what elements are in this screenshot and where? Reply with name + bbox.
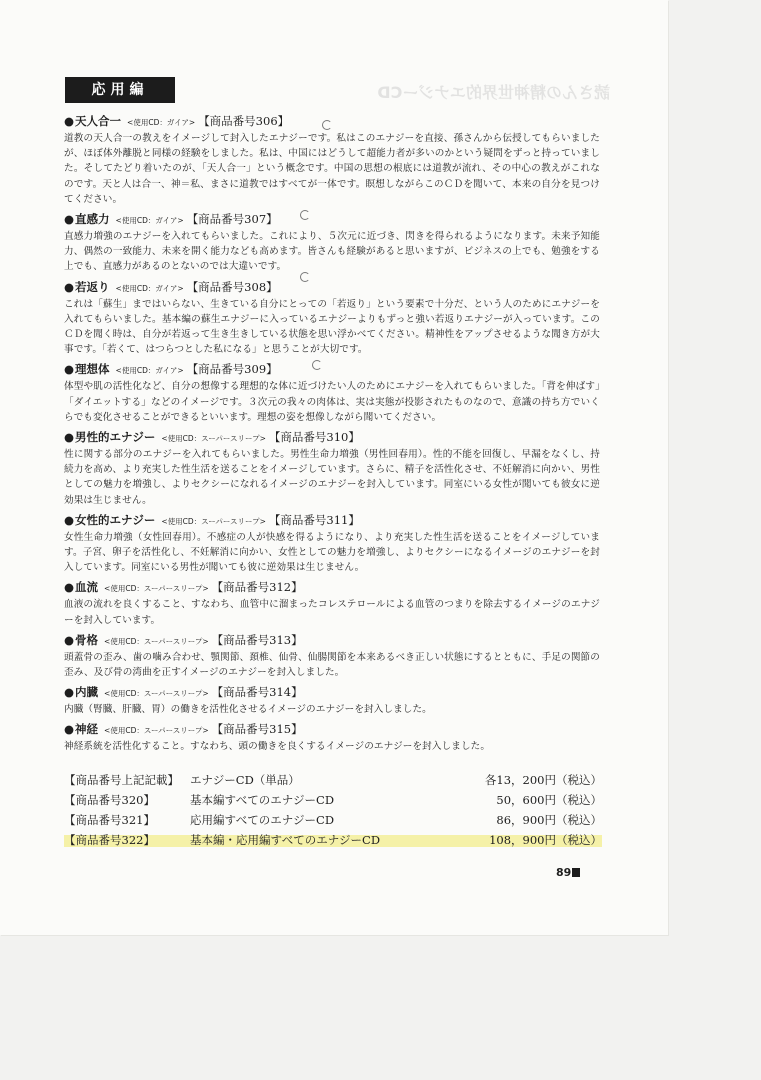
entry-name: 理想体 — [75, 362, 110, 377]
entry-body: 内臓（腎臓、肝臓、胃）の働きを活性化させるイメージのエナジーを封入しました。 — [64, 704, 432, 716]
entry-cd: <使用CD：スーパースリープ> — [104, 726, 209, 736]
entry-name: 直感力 — [75, 212, 110, 227]
entry-cd: <使用CD：スーパースリープ> — [161, 434, 266, 444]
entry-shinkei — [64, 721, 600, 754]
page-number — [556, 866, 580, 879]
price-row-desc: 応用編すべてのエナジーCD — [190, 813, 335, 827]
entry-body: 性に関する部分のエナジーを入れてもらいました。男性生命力増強（男性回春用）。性的不能を回復し、早漏をなくし、持続力を高め、より充実した性生活を送ることをイメージしています。さらに、精子を活性化させ、不妊解消に向かい、男性としての魅力を増強し、よりセクシーになれるイメージのエナジーを封入しています。同室にいる女性が聞いても彼女に逆効果は生じません。 — [64, 449, 600, 506]
page-number-text: 89 — [556, 866, 572, 879]
entry-cd: <使用CD：スーパースリープ> — [104, 636, 209, 646]
entry-josei-energy — [64, 512, 600, 576]
price-row-price: 108，900円（税込） — [445, 830, 602, 850]
entry-chokkanryoku — [64, 211, 600, 275]
bullet-icon: ● — [64, 722, 75, 737]
entry-name: 女性的エナジー — [75, 512, 156, 527]
entry-naizou — [64, 684, 600, 717]
entry-code: 【商品番号307】 — [186, 212, 278, 227]
pen-mark-icon — [300, 210, 310, 220]
square-icon — [572, 868, 580, 877]
pen-mark-icon — [322, 120, 332, 130]
pen-mark-icon — [312, 360, 322, 370]
entry-name: 骨格 — [75, 632, 99, 647]
entry-code: 【商品番号315】 — [211, 722, 303, 737]
entry-cd: <使用CD：スーパースリープ> — [161, 516, 266, 526]
price-row-price: 86，900円（税込） — [496, 813, 602, 827]
entry-heading — [64, 113, 600, 131]
entry-dansei-energy — [64, 429, 600, 508]
entry-body: 体型や肌の活性化など、自分の想像する理想的な体に近づけたい人のためにエナジーを入れてもらいました。「背を伸ばす」「ダイエットする」などのイメージです。３次元の我々の肉体は、実は実態が投影されたものなので、意識の持ち方でいくらでも変化させることができるといいます。理想の姿を想像しながら聞いてください。 — [64, 381, 600, 423]
entry-heading — [64, 361, 600, 379]
entry-name: 若返り — [75, 279, 110, 294]
price-row-desc: 基本編すべてのエナジーCD — [190, 793, 335, 807]
entry-cd: <使用CD：ガイア> — [115, 283, 184, 293]
price-row-highlighted — [64, 830, 602, 850]
show-through-text: 読さんの精神世界的エナジーCD — [377, 83, 610, 102]
entry-name: 神経 — [75, 722, 99, 737]
bullet-icon: ● — [64, 430, 75, 445]
entry-code: 【商品番号310】 — [268, 430, 360, 445]
price-row-code: 【商品番号322】 — [64, 830, 190, 850]
entry-cd: <使用CD：スーパースリープ> — [104, 689, 209, 699]
price-row-desc: 基本編・応用編すべてのエナジーCD — [190, 830, 445, 850]
entry-name: 血流 — [75, 580, 99, 595]
entry-risoutai — [64, 361, 600, 425]
bullet-icon: ● — [64, 279, 75, 294]
entry-code: 【商品番号306】 — [198, 114, 290, 128]
entry-name: 天人合一 — [75, 114, 122, 128]
entry-code: 【商品番号313】 — [211, 632, 303, 647]
bullet-icon: ● — [64, 685, 75, 700]
entry-code: 【商品番号312】 — [211, 580, 303, 595]
entry-code: 【商品番号309】 — [186, 362, 278, 377]
entry-code: 【商品番号314】 — [211, 685, 303, 700]
entry-wakagaeri — [64, 279, 600, 358]
entry-body: 神経系統を活性化すること。すなわち、頭の働きを良くするイメージのエナジーを封入しました。 — [64, 741, 491, 753]
entry-heading — [64, 279, 600, 297]
entry-heading — [64, 512, 600, 530]
price-table — [64, 770, 602, 850]
price-row-code: 【商品番号上記記載】 — [64, 773, 179, 787]
bullet-icon: ● — [64, 580, 75, 595]
entry-body: 血液の流れを良くすること、すなわち、血管中に溜まったコレステロールによる血管のつまりを除去するイメージのエナジーを封入しています。 — [64, 599, 600, 626]
entry-heading — [64, 632, 600, 650]
price-row-code: 【商品番号321】 — [64, 813, 155, 827]
entry-name: 男性的エナジー — [75, 430, 156, 445]
pen-mark-icon — [300, 272, 310, 282]
entry-kokkaku — [64, 632, 600, 680]
entry-cd: <使用CD：ガイア> — [127, 118, 196, 127]
entry-body: 直感力増強のエナジーを入れてもらいました。これにより、５次元に近づき、閃きを得られるようになります。未来予知能力、偶然の一致能力、未来を開く能力なども高めます。皆さんも経験があると思いますが、ビジネスの上でも、勉強をする上でも、直感力があるのとないのでは大違いです。 — [64, 231, 600, 273]
entry-tenjin-goitsu — [64, 113, 600, 207]
entry-heading — [64, 429, 600, 447]
bullet-icon: ● — [64, 362, 75, 377]
price-row-code: 【商品番号320】 — [64, 793, 155, 807]
entry-list — [64, 113, 600, 759]
bullet-icon: ● — [64, 632, 75, 647]
entry-heading — [64, 721, 600, 739]
entry-heading — [64, 579, 600, 597]
bullet-icon: ● — [64, 512, 75, 527]
entry-ketsuryu — [64, 579, 600, 627]
price-row — [64, 770, 602, 790]
price-row-price: 50，600円（税込） — [496, 793, 602, 807]
entry-cd: <使用CD：スーパースリープ> — [104, 584, 209, 594]
entry-name: 内臓 — [75, 685, 99, 700]
price-row-price: 各13，200円（税込） — [484, 773, 602, 787]
entry-cd: <使用CD：ガイア> — [115, 366, 184, 376]
entry-body: 頭蓋骨の歪み、歯の噛み合わせ、顎関節、頚椎、仙骨、仙腸関節を本来あるべき正しい状態にするとともに、手足の関節の歪み、及び骨の湾曲を正すイメージのエナジーを封入しました。 — [64, 651, 600, 679]
entry-heading — [64, 684, 600, 702]
entry-code: 【商品番号308】 — [186, 279, 278, 294]
bullet-icon: ● — [64, 114, 75, 128]
entry-cd: <使用CD：ガイア> — [115, 216, 184, 226]
entry-body: 女性生命力増強（女性回春用）。不感症の人が快感を得るようになり、より充実した性生活を送ることをイメージしています。子宮、卵子を活性化し、不妊解消に向かい、女性としての魅力を増強し、よりセクシーになるイメージのエナジーを封入しています。同室にいる男性が聞いても彼に逆効果は生じません。 — [64, 531, 600, 574]
entry-body: 道教の天人合一の教えをイメージして封入したエナジーです。私はこのエナジーを直接、孫さんから伝授してもらいましたが、ほぼ体外離脱と同様の経験をしました。私は、中国にはどうして超能力者が多いのかという疑問をずっと持っていました。そしてたどり着いたのが、「天人合一」という概念です。中国の思想の根底には道教が流れ、その中心の教えがこれなのです。天と人は合一、神＝私、まさに道教ではすべてが一体です。瞑想しながらこのＣＤを聞いて、本来の自分を見つけてください。 — [64, 133, 600, 205]
entry-body: これは「蘇生」まではいらない、生きている自分にとっての「若返り」という要素で十分だ、という人のためにエナジーを入れてもらいました。基本編の蘇生エナジーに入っているエナジーよりもずっと強い若返りエナジーが入っています。このＣＤを聞く時は、自分が若返って生き生きしている状態を思い浮かべてください。精神性をアップさせるような聞き方が大事です。「若くて、はつらつとした私になる」と思うことが大切です。 — [64, 298, 600, 356]
price-row — [64, 790, 602, 810]
section-label: 応用編 — [65, 77, 175, 103]
price-row — [64, 810, 602, 830]
entry-code: 【商品番号311】 — [268, 512, 360, 527]
entry-heading — [64, 211, 600, 229]
price-row-desc: エナジーCD（単品） — [190, 773, 300, 787]
bullet-icon: ● — [64, 212, 75, 227]
